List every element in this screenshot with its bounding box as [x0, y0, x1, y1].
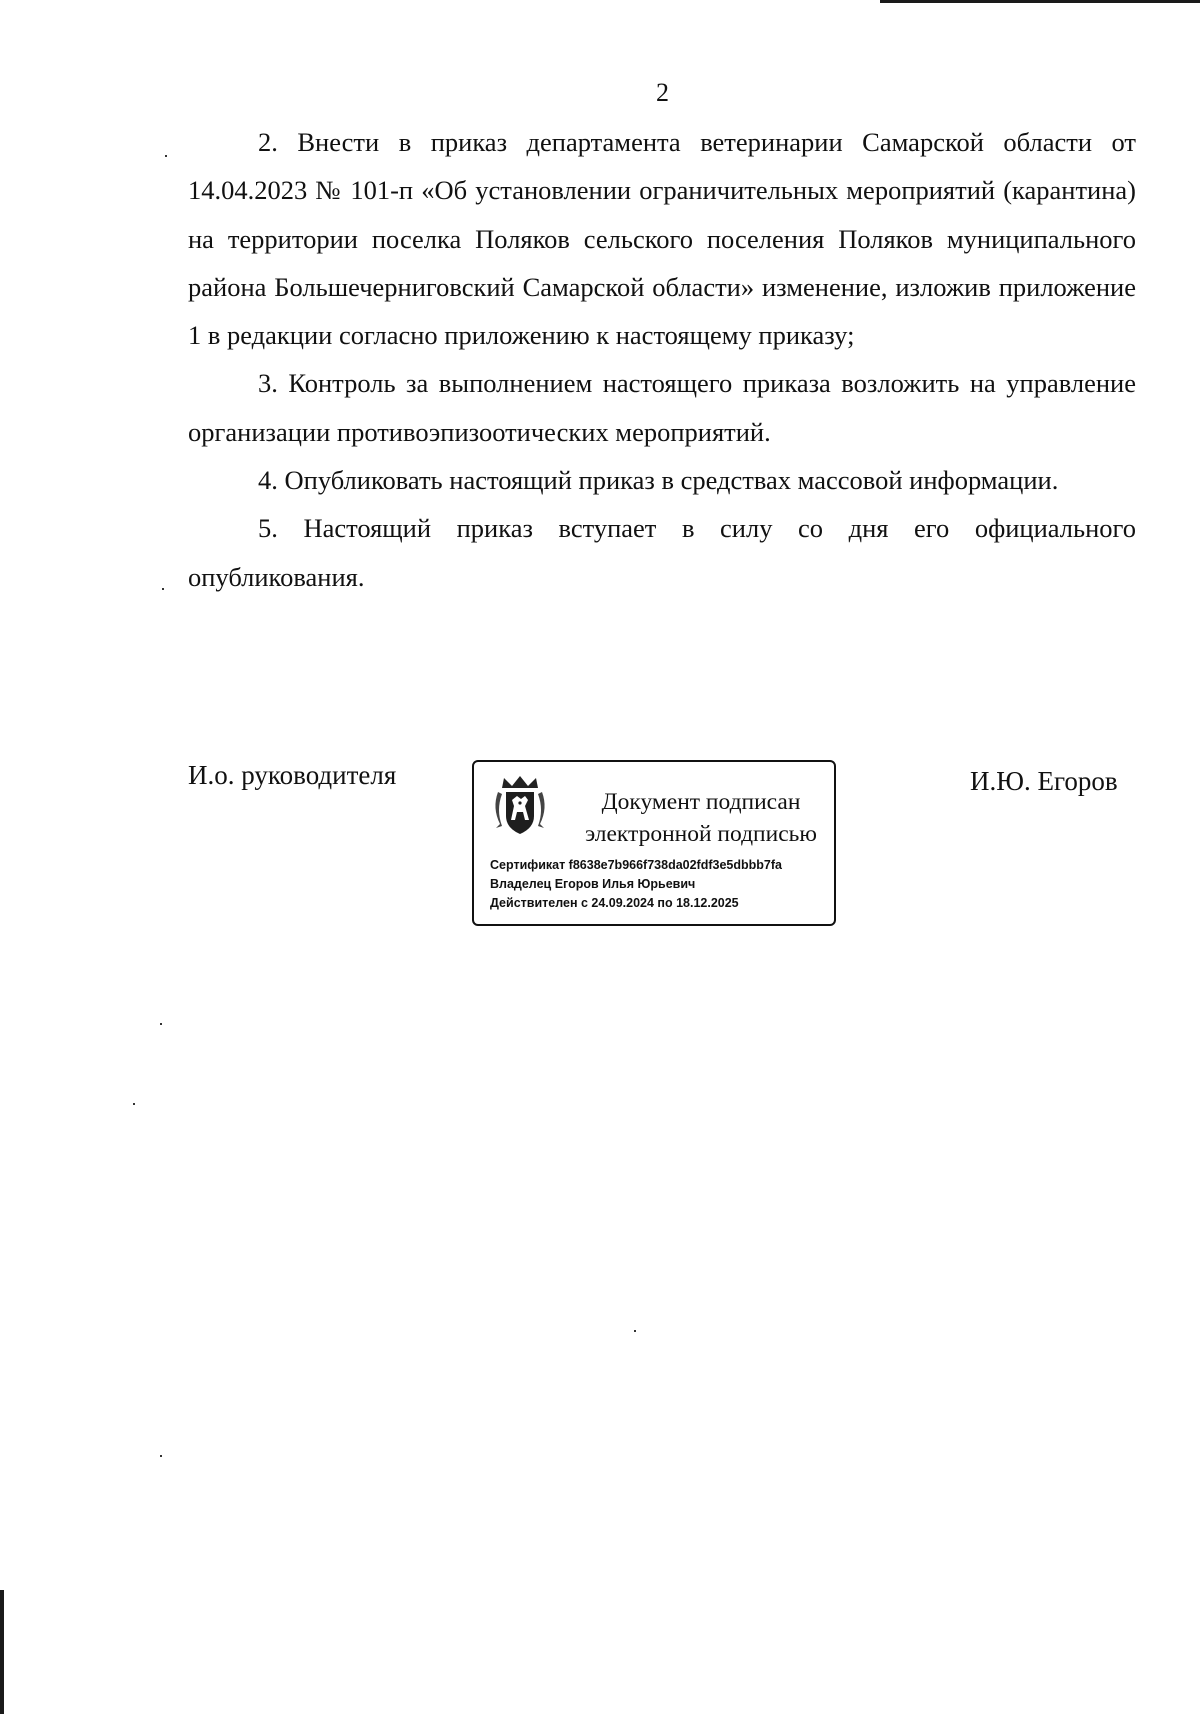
stamp-title-line: Документ подписан: [601, 789, 801, 815]
stamp-validity: Действителен с 24.09.2024 по 18.12.2025: [490, 896, 739, 910]
stamp-certificate: Сертификат f8638e7b966f738da02fdf3e5dbbb7fa: [490, 858, 782, 872]
scan-speck: [160, 1455, 162, 1457]
stamp-title-line: электронной подписью: [585, 821, 817, 847]
scan-edge-bar: [0, 1590, 4, 1714]
scan-speck: [165, 155, 167, 157]
signer-name: И.Ю. Егоров: [970, 766, 1118, 796]
scan-speck: [133, 1103, 135, 1105]
scan-edge-mark: [880, 0, 1200, 3]
paragraph-item-5: 5. Настоящий приказ вступает в силу со дня его официального опубликования.: [188, 513, 1136, 592]
order-text: [188, 118, 1136, 601]
paragraph-item-3: 3. Контроль за выполнением настоящего приказа возложить на управление организации противоэпизоотических мероприятий.: [188, 368, 1136, 447]
samara-coat-of-arms-icon: [492, 774, 548, 838]
signer-position: И.о. руководителя: [188, 760, 397, 790]
paragraph-item-4: 4. Опубликовать настоящий приказ в средствах массовой информации.: [258, 465, 1059, 496]
page-number: 2: [656, 78, 669, 107]
stamp-title: [572, 786, 830, 850]
paragraph-item-2: 2. Внести в приказ департамента ветеринарии Самарской области от 14.04.2023 № 101-п «Об установлении ограничительных мероприятий (карантина) на территории поселка Поляков сельского поселения Поляков муниципального района Большечерниговский Самарской области» изменение, изложив приложение 1 в редакции согласно приложению к настоящему приказу;: [188, 127, 1136, 351]
scan-speck: [162, 588, 164, 590]
scan-speck: [634, 1330, 636, 1332]
scan-speck: [160, 1023, 162, 1025]
electronic-signature-stamp: [472, 760, 836, 926]
stamp-owner: Владелец Егоров Илья Юрьевич: [490, 877, 696, 891]
